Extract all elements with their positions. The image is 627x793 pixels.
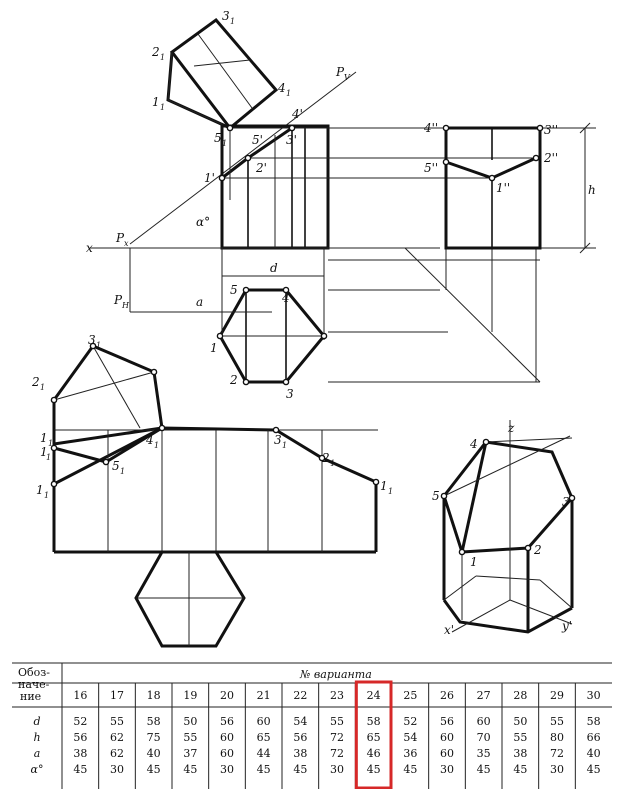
label-a: a <box>196 295 204 309</box>
table-cell: 65 <box>256 731 271 744</box>
label-ix: x' <box>444 623 455 637</box>
table-cell: 36 <box>403 747 418 760</box>
label-n3: 3 <box>88 333 96 347</box>
label-s3: 3'' <box>544 123 559 137</box>
label-s1: 1'' <box>496 181 511 195</box>
column-header-17: 17 <box>110 689 124 702</box>
label-r1: 1 <box>380 479 388 493</box>
table-cell: 55 <box>550 715 564 728</box>
label-n2-sub: 1 <box>40 383 46 392</box>
column-header-21: 21 <box>256 689 271 702</box>
development-net <box>54 346 378 646</box>
column-header-27: 27 <box>476 689 491 702</box>
label-r1-sub: 1 <box>388 487 394 496</box>
table-cell: 38 <box>293 747 308 760</box>
table-cell: 54 <box>293 715 308 728</box>
front-view <box>222 126 328 248</box>
label-n1b-sub: 1 <box>44 491 50 500</box>
label-i1: 1 <box>470 555 478 569</box>
label-x: x <box>86 241 93 255</box>
table-rows <box>31 715 601 776</box>
table-cell: 72 <box>330 747 344 760</box>
isometric-view <box>444 420 572 632</box>
label-n1a: 1 <box>40 445 48 459</box>
column-header-24: 24 <box>366 689 381 702</box>
label-i4: 4 <box>470 437 478 451</box>
table-cell: 58 <box>586 715 601 728</box>
column-header-30: 30 <box>586 689 601 702</box>
label-p3: 3 <box>286 387 294 401</box>
table-cell: 30 <box>110 763 124 776</box>
row-name: a <box>33 747 41 760</box>
label-n5-sub: 1 <box>120 467 126 476</box>
table-title: № варианта <box>300 668 372 681</box>
table-cell: 44 <box>256 747 271 760</box>
row-header-line1: Обоз- <box>18 666 50 679</box>
column-header-28: 28 <box>513 689 528 702</box>
label-top-1-sub: 1 <box>160 103 166 112</box>
table-cell: 45 <box>293 763 308 776</box>
label-f1: 1' <box>204 171 215 185</box>
table-cell: 45 <box>366 763 381 776</box>
label-f3: 3' <box>286 133 297 147</box>
label-pv: P <box>336 65 345 79</box>
table-cell: 30 <box>220 763 234 776</box>
table-cell: 37 <box>183 747 198 760</box>
column-header-25: 25 <box>403 689 418 702</box>
table-cell: 40 <box>146 747 161 760</box>
row-header-line2: наче- <box>18 678 50 691</box>
label-d: d <box>270 261 278 275</box>
table-cell: 52 <box>73 715 88 728</box>
table-cell: 60 <box>220 731 234 744</box>
label-p4: 4 <box>282 291 290 305</box>
table-cell: 30 <box>550 763 564 776</box>
label-i5: 5 <box>432 489 440 503</box>
label-f2: 2' <box>256 161 267 175</box>
label-r3-sub: 1 <box>282 441 288 450</box>
table-cell: 45 <box>403 763 418 776</box>
label-p2: 2 <box>230 373 238 387</box>
table-cell: 54 <box>403 731 418 744</box>
label-n1b: 1 <box>36 483 44 497</box>
table-cell: 65 <box>366 731 381 744</box>
table-cell: 75 <box>146 731 161 744</box>
column-header-19: 19 <box>183 689 198 702</box>
table-cell: 66 <box>586 731 601 744</box>
table-cell: 60 <box>256 715 271 728</box>
table-cell: 55 <box>513 731 528 744</box>
label-n1a-sub: 1 <box>46 453 52 462</box>
table-cell: 56 <box>293 731 308 744</box>
label-alpha: α° <box>196 215 211 229</box>
table-cell: 56 <box>73 731 88 744</box>
label-n5: 5 <box>112 459 120 473</box>
table-cell: 55 <box>183 731 198 744</box>
table-cell: 45 <box>513 763 528 776</box>
table-cell: 30 <box>440 763 454 776</box>
top-view <box>210 248 324 382</box>
label-p5: 5 <box>230 283 238 297</box>
row-header-line3: ние <box>20 690 42 703</box>
label-px-sub: x <box>124 239 129 248</box>
table-cell: 45 <box>256 763 271 776</box>
label-top-3-sub: 1 <box>230 17 236 26</box>
label-r2-sub: 1 <box>330 459 336 468</box>
table-cell: 56 <box>220 715 234 728</box>
label-n1c-sub: 1 <box>48 439 54 448</box>
label-r3: 3 <box>274 433 282 447</box>
label-f4: 4' <box>292 107 303 121</box>
label-iy: y' <box>562 619 573 633</box>
table-cell: 62 <box>110 731 124 744</box>
table-cell: 58 <box>146 715 161 728</box>
label-s2: 2'' <box>544 151 559 165</box>
table-cell: 45 <box>146 763 161 776</box>
label-top-4-sub: 1 <box>286 89 292 98</box>
label-n4: 4 <box>146 433 154 447</box>
table-cell: 55 <box>330 715 344 728</box>
label-ph: P <box>114 293 123 307</box>
table-cell: 40 <box>586 747 601 760</box>
column-header-23: 23 <box>330 689 344 702</box>
label-s4: 4'' <box>424 121 439 135</box>
table-cell: 62 <box>110 747 124 760</box>
label-top-5: 5 <box>214 131 222 145</box>
table-cell: 50 <box>183 715 198 728</box>
label-px: P <box>116 231 125 245</box>
table-cell: 52 <box>403 715 418 728</box>
label-top-3: 3 <box>222 9 230 23</box>
label-top-5-sub: 1 <box>222 139 228 148</box>
column-header-22: 22 <box>293 689 308 702</box>
label-ph-sub: H <box>122 301 129 310</box>
table-cell: 72 <box>550 747 564 760</box>
table-cell: 35 <box>476 747 491 760</box>
row-name: d <box>33 715 41 728</box>
label-top-2: 2 <box>152 45 160 59</box>
label-p1: 1 <box>210 341 218 355</box>
label-n1c: 1 <box>40 431 48 445</box>
table-cell: 60 <box>440 731 454 744</box>
rotated-face-view <box>168 20 292 128</box>
table-cell: 80 <box>550 731 564 744</box>
table-cell: 46 <box>366 747 381 760</box>
table-cell: 45 <box>183 763 198 776</box>
label-i3: 3 <box>562 495 570 509</box>
column-header-26: 26 <box>440 689 454 702</box>
label-n3-sub: 1 <box>96 341 102 350</box>
column-header-29: 29 <box>550 689 564 702</box>
table-cell: 58 <box>366 715 381 728</box>
label-n2: 2 <box>32 375 40 389</box>
table-cell: 60 <box>476 715 491 728</box>
table-cell: 60 <box>220 747 234 760</box>
label-top-2-sub: 1 <box>160 53 166 62</box>
column-header-18: 18 <box>146 689 161 702</box>
row-name: h <box>33 731 41 744</box>
table-cell: 45 <box>476 763 491 776</box>
label-iz: z <box>508 421 515 435</box>
table-cell: 30 <box>330 763 344 776</box>
table-cell: 38 <box>73 747 88 760</box>
table-cell: 55 <box>110 715 124 728</box>
label-i2: 2 <box>534 543 542 557</box>
label-n4-sub: 1 <box>154 441 160 450</box>
label-s5: 5'' <box>424 161 439 175</box>
label-top-1: 1 <box>152 95 160 109</box>
table-cell: 38 <box>513 747 528 760</box>
table-cell: 72 <box>330 731 344 744</box>
row-name: α° <box>30 763 44 776</box>
label-f5: 5' <box>252 133 263 147</box>
table-cell: 45 <box>73 763 88 776</box>
table-cell: 56 <box>440 715 454 728</box>
label-top-4: 4 <box>278 81 286 95</box>
table-cell: 50 <box>513 715 528 728</box>
table-cell: 60 <box>440 747 454 760</box>
column-header-16: 16 <box>73 689 88 702</box>
column-header-20: 20 <box>220 689 234 702</box>
label-h: h <box>588 183 596 197</box>
table-cell: 70 <box>476 731 491 744</box>
label-pv-sub: V <box>344 73 350 82</box>
table-cell: 45 <box>586 763 601 776</box>
side-view <box>446 123 590 253</box>
label-r2: 2 <box>322 451 330 465</box>
variants-table <box>12 663 612 789</box>
